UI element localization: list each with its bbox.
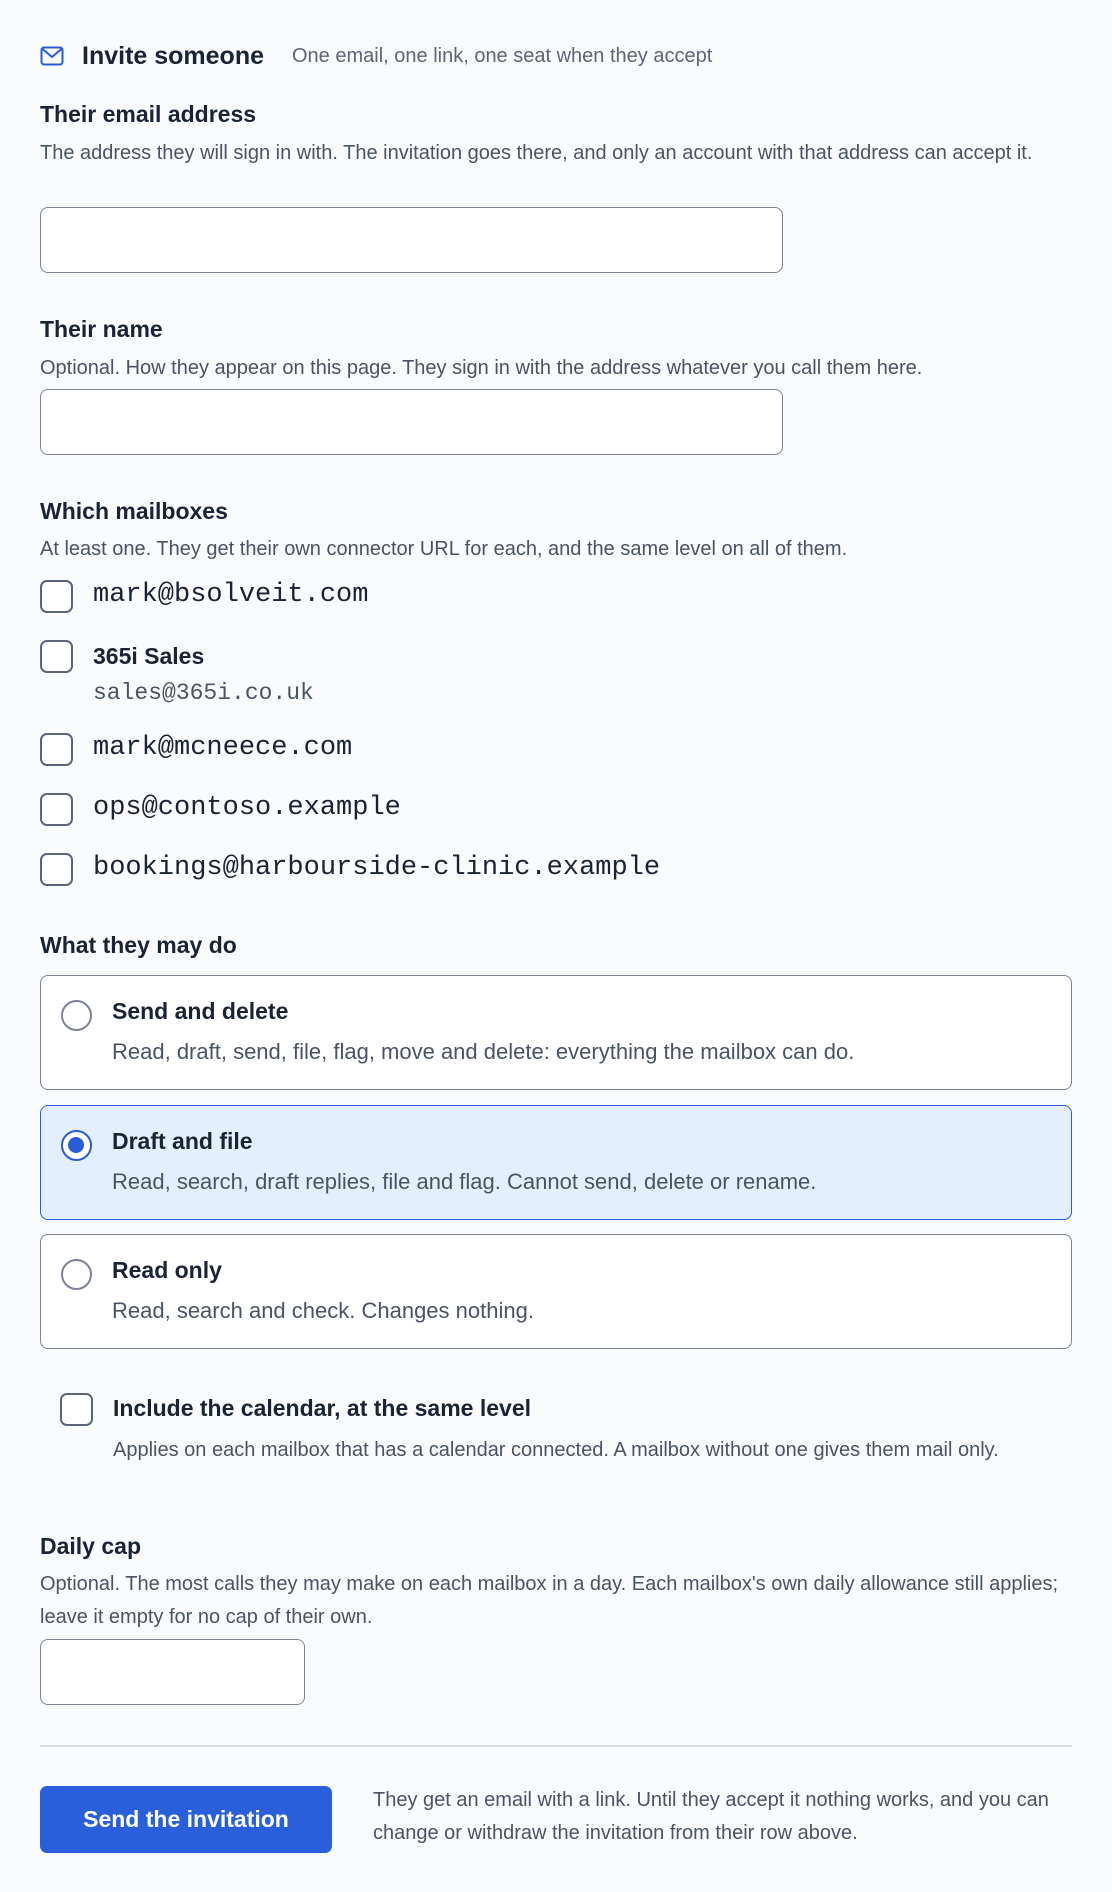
mailbox-address: sales@365i.co.uk bbox=[93, 680, 314, 706]
daily-cap-input[interactable] bbox=[40, 1639, 305, 1705]
form-header bbox=[40, 40, 712, 72]
permissions-label: What they may do bbox=[40, 932, 237, 958]
option-title: Draft and file bbox=[112, 1128, 253, 1154]
option-description: Read, draft, send, file, flag, move and delete: everything the mailbox can do. bbox=[112, 1039, 855, 1064]
option-description: Read, search and check. Changes nothing. bbox=[112, 1298, 534, 1323]
calendar-checkbox[interactable] bbox=[60, 1393, 93, 1426]
send-invitation-button[interactable]: Send the invitation bbox=[40, 1786, 332, 1853]
mailbox-checkbox[interactable] bbox=[40, 853, 73, 886]
calendar-label[interactable]: Include the calendar, at the same level bbox=[113, 1395, 532, 1421]
radio-button[interactable] bbox=[61, 1259, 92, 1290]
divider bbox=[40, 1745, 1072, 1747]
daily-cap-help: Optional. The most calls they may make on each mailbox in a day. Each mailbox's own daily allowance still applies; leave it empty for no cap of their own. bbox=[40, 1573, 1059, 1628]
mailbox-name: 365i Sales bbox=[93, 643, 205, 669]
mailbox-address: ops@contoso.example bbox=[93, 793, 401, 823]
calendar-help: Applies on each mailbox that has a calendar connected. A mailbox without one gives them mail only. bbox=[113, 1439, 999, 1461]
option-title: Send and delete bbox=[112, 998, 289, 1024]
mailbox-checkbox[interactable] bbox=[40, 733, 73, 766]
option-title: Read only bbox=[112, 1257, 222, 1283]
email-input[interactable] bbox=[40, 207, 783, 273]
name-label: Their name bbox=[40, 316, 163, 342]
email-label: Their email address bbox=[40, 101, 257, 127]
mail-icon bbox=[40, 44, 64, 68]
mailbox-address: mark@mcneece.com bbox=[93, 733, 353, 763]
mailbox-checkbox[interactable] bbox=[40, 640, 73, 673]
name-help: Optional. How they appear on this page. They sign in with the address whatever you call them here. bbox=[40, 357, 923, 379]
mailboxes-help: At least one. They get their own connector URL for each, and the same level on all of them. bbox=[40, 538, 848, 560]
daily-cap-label: Daily cap bbox=[40, 1533, 141, 1559]
mailbox-address: bookings@harbourside-clinic.example bbox=[93, 853, 661, 883]
option-read-only[interactable] bbox=[40, 1234, 1072, 1349]
form-subtitle: One email, one link, one seat when they accept bbox=[292, 44, 713, 67]
email-help: The address they will sign in with. The invitation goes there, and only an account with that address can accept it. bbox=[40, 142, 1033, 164]
footer-note: They get an email with a link. Until they accept it nothing works, and you can change or withdraw the invitation from their row above. bbox=[373, 1789, 1049, 1844]
name-input[interactable] bbox=[40, 389, 783, 455]
mailbox-address: mark@bsolveit.com bbox=[93, 580, 369, 610]
mailbox-checkbox[interactable] bbox=[40, 793, 73, 826]
option-send-and-delete[interactable] bbox=[40, 975, 1072, 1090]
mailboxes-label: Which mailboxes bbox=[40, 498, 228, 524]
radio-selected-dot bbox=[68, 1137, 84, 1153]
option-draft-and-file[interactable] bbox=[40, 1105, 1072, 1220]
radio-button[interactable] bbox=[61, 1000, 92, 1031]
mailbox-checkbox[interactable] bbox=[40, 580, 73, 613]
option-description: Read, search, draft replies, file and flag. Cannot send, delete or rename. bbox=[112, 1169, 817, 1194]
form-title: Invite someone bbox=[82, 41, 264, 70]
radio-button[interactable] bbox=[61, 1130, 92, 1161]
